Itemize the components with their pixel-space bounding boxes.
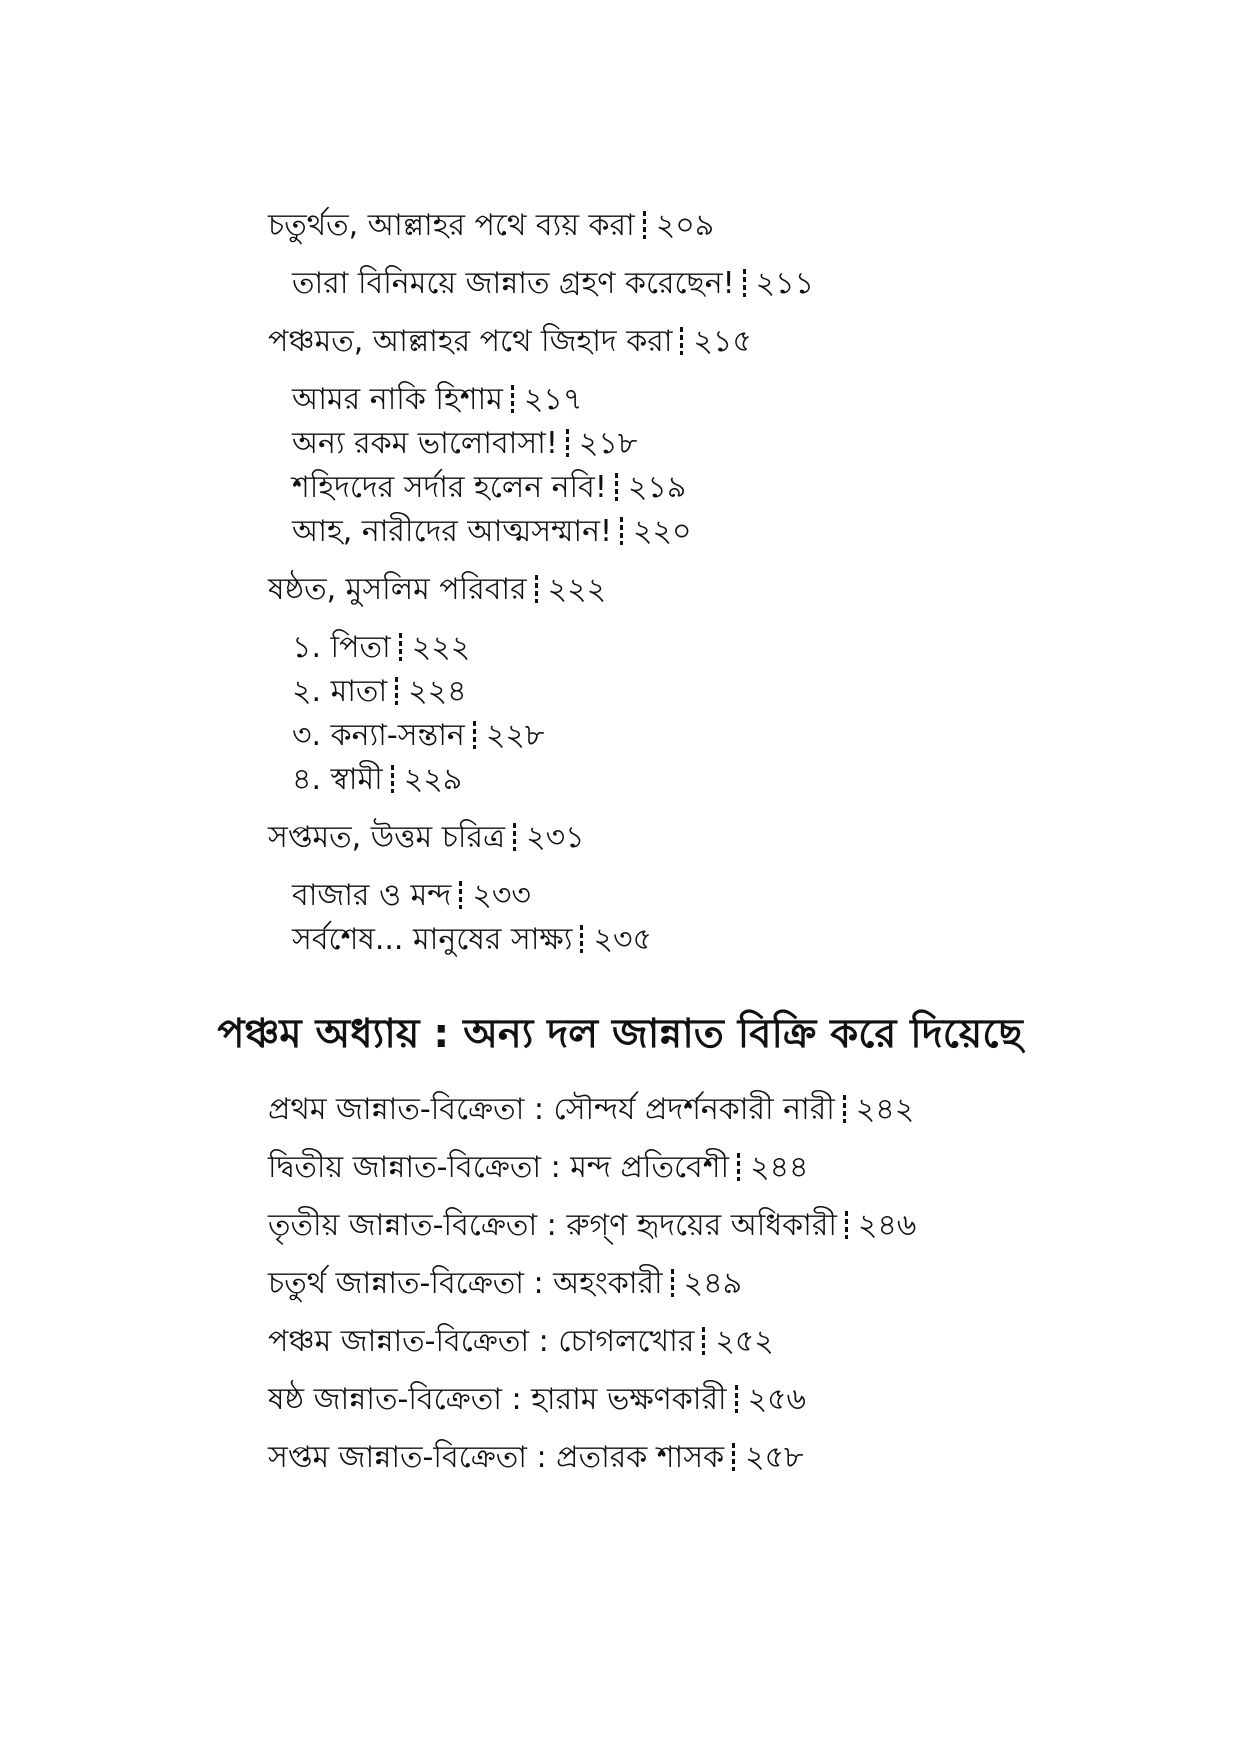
dotted-separator-icon (473, 721, 476, 749)
toc-entry (268, 1092, 914, 1128)
toc-entry-title: ষষ্ঠ জান্নাত-বিক্রেতা : হারাম ভক্ষণকারী (268, 1382, 727, 1417)
toc-entry (292, 426, 637, 462)
toc-entry (268, 820, 585, 856)
toc-entry-page: ২৪২ (855, 1092, 915, 1127)
dotted-separator-icon (566, 429, 569, 457)
toc-entry-page: ২২৯ (403, 762, 463, 797)
dotted-separator-icon (615, 473, 618, 501)
toc-entry-page: ২০৯ (655, 208, 715, 243)
toc-entry (268, 1382, 806, 1418)
toc-entry-page: ২২২ (411, 630, 471, 665)
toc-entry-title: শহিদদের সর্দার হলেন নবি! (292, 470, 607, 505)
toc-entry (292, 718, 544, 754)
toc-entry-title: চতুর্থ জান্নাত-বিক্রেতা : অহংকারী (268, 1266, 663, 1301)
toc-entry-title: সপ্তম জান্নাত-বিক্রেতা : প্রতারক শাসক (268, 1440, 725, 1475)
toc-entry-title: প্রথম জান্নাত-বিক্রেতা : সৌন্দর্য প্রদর্শনকারী নারী (268, 1092, 835, 1127)
toc-entry-title: তৃতীয় জান্নাত-বিক্রেতা : রুগ্ণ হৃদয়ের অধিকারী (268, 1208, 837, 1243)
dotted-separator-icon (643, 211, 646, 239)
dotted-separator-icon (399, 633, 402, 661)
toc-entry-page: ২২৮ (485, 718, 545, 753)
dotted-separator-icon (620, 517, 623, 545)
dotted-separator-icon (395, 677, 398, 705)
toc-entry-title: চতুর্থত, আল্লাহর পথে ব্যয় করা (268, 208, 635, 243)
toc-entry (268, 572, 606, 608)
toc-entry-title: ৪. স্বামী (292, 762, 383, 797)
toc-entry-title: সর্বশেষ... মানুষের সাক্ষ্য (292, 922, 573, 957)
dotted-separator-icon (680, 327, 683, 355)
toc-entry-page: ২১৭ (523, 382, 583, 417)
toc-entry (292, 762, 462, 798)
toc-entry (292, 878, 531, 914)
toc-entry-page: ২৩৫ (593, 922, 652, 957)
toc-entry (292, 674, 467, 710)
dotted-separator-icon (843, 1095, 846, 1123)
toc-entry (268, 1150, 809, 1186)
toc-entry-title: অন্য রকম ভালোবাসা! (292, 426, 558, 461)
dotted-separator-icon (702, 1327, 705, 1355)
toc-entry-title: বাজার ও মন্দ (292, 878, 452, 913)
dotted-separator-icon (735, 1385, 738, 1413)
toc-entry-page: ২৪৪ (750, 1150, 809, 1185)
toc-entry-page: ২১৫ (693, 324, 752, 359)
toc-entry-page: ২২৪ (408, 674, 467, 709)
toc-entry (268, 1440, 804, 1476)
dotted-separator-icon (580, 925, 583, 953)
toc-entry-page: ২৩১ (526, 820, 585, 855)
toc-entry-title: ১. পিতা (292, 630, 391, 665)
toc-entry-title: ২. মাতা (292, 674, 388, 709)
dotted-separator-icon (535, 575, 538, 603)
toc-entry-title: তারা বিনিময়ে জান্নাত গ্রহণ করেছেন! (292, 266, 735, 301)
toc-entry (268, 324, 752, 360)
toc-entry (292, 514, 692, 550)
toc-entry-title: ষষ্ঠত, মুসলিম পরিবার (268, 572, 527, 607)
toc-entry-page: ২২০ (633, 514, 692, 549)
toc-entry-title: পঞ্চমত, আল্লাহর পথে জিহাদ করা (268, 324, 673, 359)
toc-entry-page: ২৩৩ (472, 878, 531, 913)
dotted-separator-icon (513, 823, 516, 851)
dotted-separator-icon (732, 1443, 735, 1471)
toc-entry-title: দ্বিতীয় জান্নাত-বিক্রেতা : মন্দ প্রতিবেশী (268, 1150, 730, 1185)
toc-entry (292, 630, 470, 666)
toc-entry-page: ২১৮ (578, 426, 638, 461)
toc-entry-title: আহ, নারীদের আত্মসম্মান! (292, 514, 612, 549)
toc-entry-page: ২১১ (755, 266, 815, 301)
toc-entry (268, 1324, 774, 1360)
toc-entry-page: ২১৯ (627, 470, 687, 505)
chapter-heading: পঞ্চম অধ্যায় : অন্য দল জান্নাত বিক্রি করে দিয়েছে (217, 1011, 1023, 1057)
toc-entry (268, 1208, 916, 1244)
toc-entry (292, 266, 814, 302)
toc-entry-page: ২৪৬ (857, 1208, 917, 1243)
toc-entry (292, 382, 582, 418)
dotted-separator-icon (743, 269, 746, 297)
toc-entry-page: ২৪৯ (683, 1266, 743, 1301)
toc-entry-page: ২৫৮ (745, 1440, 804, 1475)
toc-entry (292, 922, 652, 958)
dotted-separator-icon (391, 765, 394, 793)
toc-entry-title: সপ্তমত, উত্তম চরিত্র (268, 820, 506, 855)
dotted-separator-icon (671, 1269, 674, 1297)
toc-entry (268, 208, 714, 244)
toc-entry-page: ২২২ (547, 572, 607, 607)
dotted-separator-icon (845, 1211, 848, 1239)
dotted-separator-icon (737, 1153, 740, 1181)
toc-entry (292, 470, 686, 506)
toc-entry (268, 1266, 742, 1302)
toc-entry-page: ২৫৬ (747, 1382, 807, 1417)
toc-entry-page: ২৫২ (715, 1324, 774, 1359)
toc-entry-title: পঞ্চম জান্নাত-বিক্রেতা : চোগলখোর (268, 1324, 695, 1359)
toc-entry-title: আমর নাকি হিশাম (292, 382, 503, 417)
dotted-separator-icon (459, 881, 462, 909)
toc-entry-title: ৩. কন্যা-সন্তান (292, 718, 465, 753)
dotted-separator-icon (511, 385, 514, 413)
